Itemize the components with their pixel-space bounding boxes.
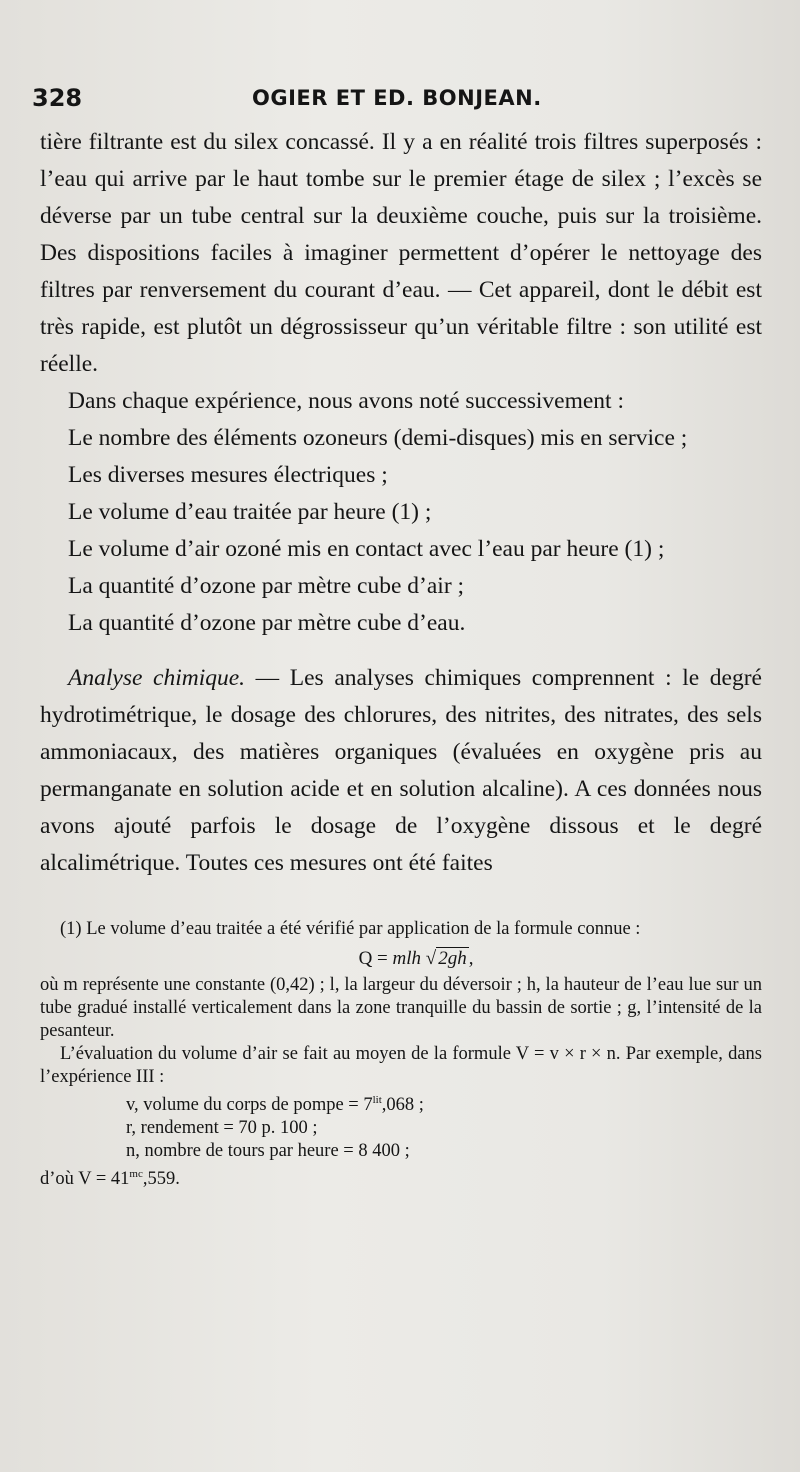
formula-tail: , bbox=[468, 948, 474, 969]
chemical-analysis-text: — Les analyses chimiques comprennent : le degré hydrotimétrique, le dosage des chlorures, des nitrites, des nitrates, des sels ammoniacaux, des matières organiques (évaluées en oxygène pris au permanganate en solution acide et en solution alcaline). A ces données nous avons ajouté parfois le dosage de l’oxygène dissous et le degré alcalimétrique. Toutes ces mesures ont été faites bbox=[40, 665, 762, 876]
paragraph-filter-description: tière filtrante est du silex concassé. Il y a en réalité trois filtres superposés : l’eau qui arrive par le haut tombe sur le premier étage de silex ; l’excès se déverse par un tube central sur la deuxième couche, puis sur la troisième. Des dispositions faciles à imaginer permettent d’opérer le nettoyage des filtres par renversement du courant d’eau. — Cet appareil, dont le débit est très rapide, est plutôt un dégrossisseur qu’un véritable filtre : son utilité est réelle. bbox=[40, 129, 762, 377]
variable-r: r, rendement = 70 p. 100 ; bbox=[126, 1118, 318, 1139]
formula: Q = mlh √ 2gh , bbox=[358, 948, 474, 969]
list-item-ozone-per-water: La quantité d’ozone par mètre cube d’eau. bbox=[68, 610, 466, 636]
paragraph-experiment-intro: Dans chaque expérience, nous avons noté successivement : bbox=[68, 388, 624, 414]
section-heading-italic: Analyse chimique. bbox=[68, 665, 246, 691]
footnote-1: (1) Le volume d’eau traitée a été vérifié par application de la formule connue : bbox=[60, 919, 641, 939]
list-item-ozone-per-air: La quantité d’ozone par mètre cube d’air ; bbox=[68, 573, 465, 599]
list-item-water-volume: Le volume d’eau traitée par heure (1) ; bbox=[68, 499, 432, 525]
list-item-electrical-measures: Les diverses mesures électriques ; bbox=[68, 462, 388, 488]
list-item-ozone-elements: Le nombre des éléments ozoneurs (demi-disques) mis en service ; bbox=[68, 425, 688, 451]
variable-v: v, volume du corps de pompe = $7^{lit},068$ ; bbox=[126, 1094, 424, 1116]
variable-n: n, nombre de tours par heure = 8 400 ; bbox=[126, 1141, 410, 1162]
running-head bbox=[32, 80, 762, 120]
formula-vars: mlh bbox=[392, 948, 421, 969]
footnotes bbox=[40, 918, 762, 1191]
header-title: OGIER ET ED. BONJEAN. bbox=[252, 86, 542, 110]
list-item-air-volume: Le volume d’air ozoné mis en contact avec l’eau par heure (1) ; bbox=[68, 536, 665, 562]
formula-lhs: Q = bbox=[358, 948, 393, 969]
formula-result: d’où $V = 41^{mc},559$. bbox=[40, 1168, 180, 1190]
body-text bbox=[40, 124, 762, 882]
page-number: 328 bbox=[32, 84, 83, 112]
formula-sqrt: 2gh bbox=[438, 948, 467, 969]
footnote-1-continued: où m représente une constante (0,42) ; l, la largeur du déversoir ; h, la hauteur de l’eau lue sur un tube gradué installé verticalement dans la zone tranquille du bassin de sortie ; g, l’intensité de la pesanteur. bbox=[40, 975, 762, 1041]
paragraph-chemical-analysis bbox=[40, 660, 762, 882]
formula-variable-list bbox=[40, 1089, 762, 1163]
footnote-2: L’évaluation du volume d’air se fait au moyen de la formule V = v × r × n. Par exemple, dans l’expérience III : bbox=[40, 1044, 762, 1087]
